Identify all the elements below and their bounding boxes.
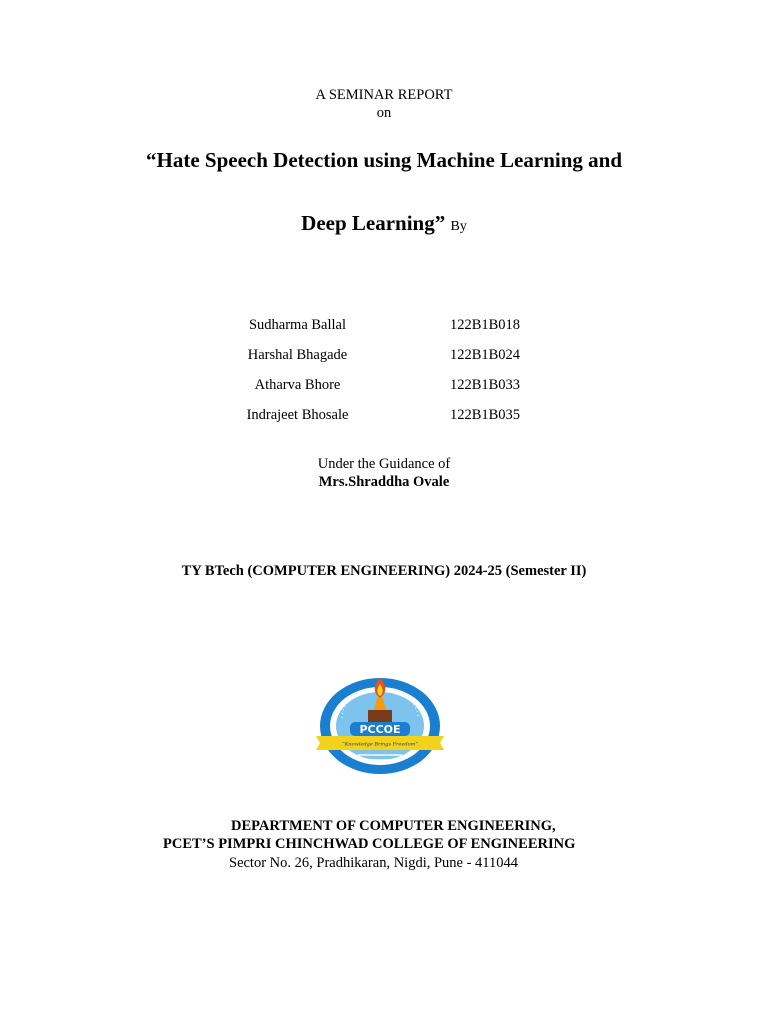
student-roll: 122B1B035 xyxy=(449,407,521,423)
pccoe-logo xyxy=(312,672,448,776)
report-type-label: A SEMINAR REPORT xyxy=(315,87,453,103)
logo-book-icon xyxy=(368,710,392,722)
student-roll: 122B1B024 xyxy=(449,347,521,363)
logo-text: PCCOE xyxy=(359,723,401,736)
student-name: Indrajeet Bhosale xyxy=(246,407,349,423)
logo-line xyxy=(362,759,398,761)
college-name: PCET’S PIMPRI CHINCHWAD COLLEGE OF ENGINEERING xyxy=(163,836,576,852)
student-name: Sudharma Ballal xyxy=(248,317,347,333)
student-roll: 122B1B018 xyxy=(449,317,521,333)
logo-motto-text: “Knowledge Brings Freedom” xyxy=(342,741,418,748)
report-on-label: on xyxy=(376,105,392,121)
report-heading xyxy=(0,86,768,122)
department-name: DEPARTMENT OF COMPUTER ENGINEERING, xyxy=(231,818,556,834)
college-address: Sector No. 26, Pradhikaran, Nigdi, Pune - 411044 xyxy=(229,855,519,871)
logo-line xyxy=(358,754,402,756)
by-label: By xyxy=(450,219,467,234)
student-name: Atharva Bhore xyxy=(254,377,341,393)
program-line: TY BTech (COMPUTER ENGINEERING) 2024-25 (Semester II) xyxy=(181,563,587,579)
report-title-line-1: “Hate Speech Detection using Machine Learning and xyxy=(146,148,622,172)
student-name: Harshal Bhagade xyxy=(247,347,348,363)
guidance-label: Under the Guidance of xyxy=(317,456,451,472)
report-title-text: Deep Learning” xyxy=(301,211,446,235)
student-roll: 122B1B033 xyxy=(449,377,521,393)
guidance-block xyxy=(0,455,768,491)
report-title-line-2 xyxy=(0,211,768,236)
guide-name: Mrs.Shraddha Ovale xyxy=(318,474,450,490)
